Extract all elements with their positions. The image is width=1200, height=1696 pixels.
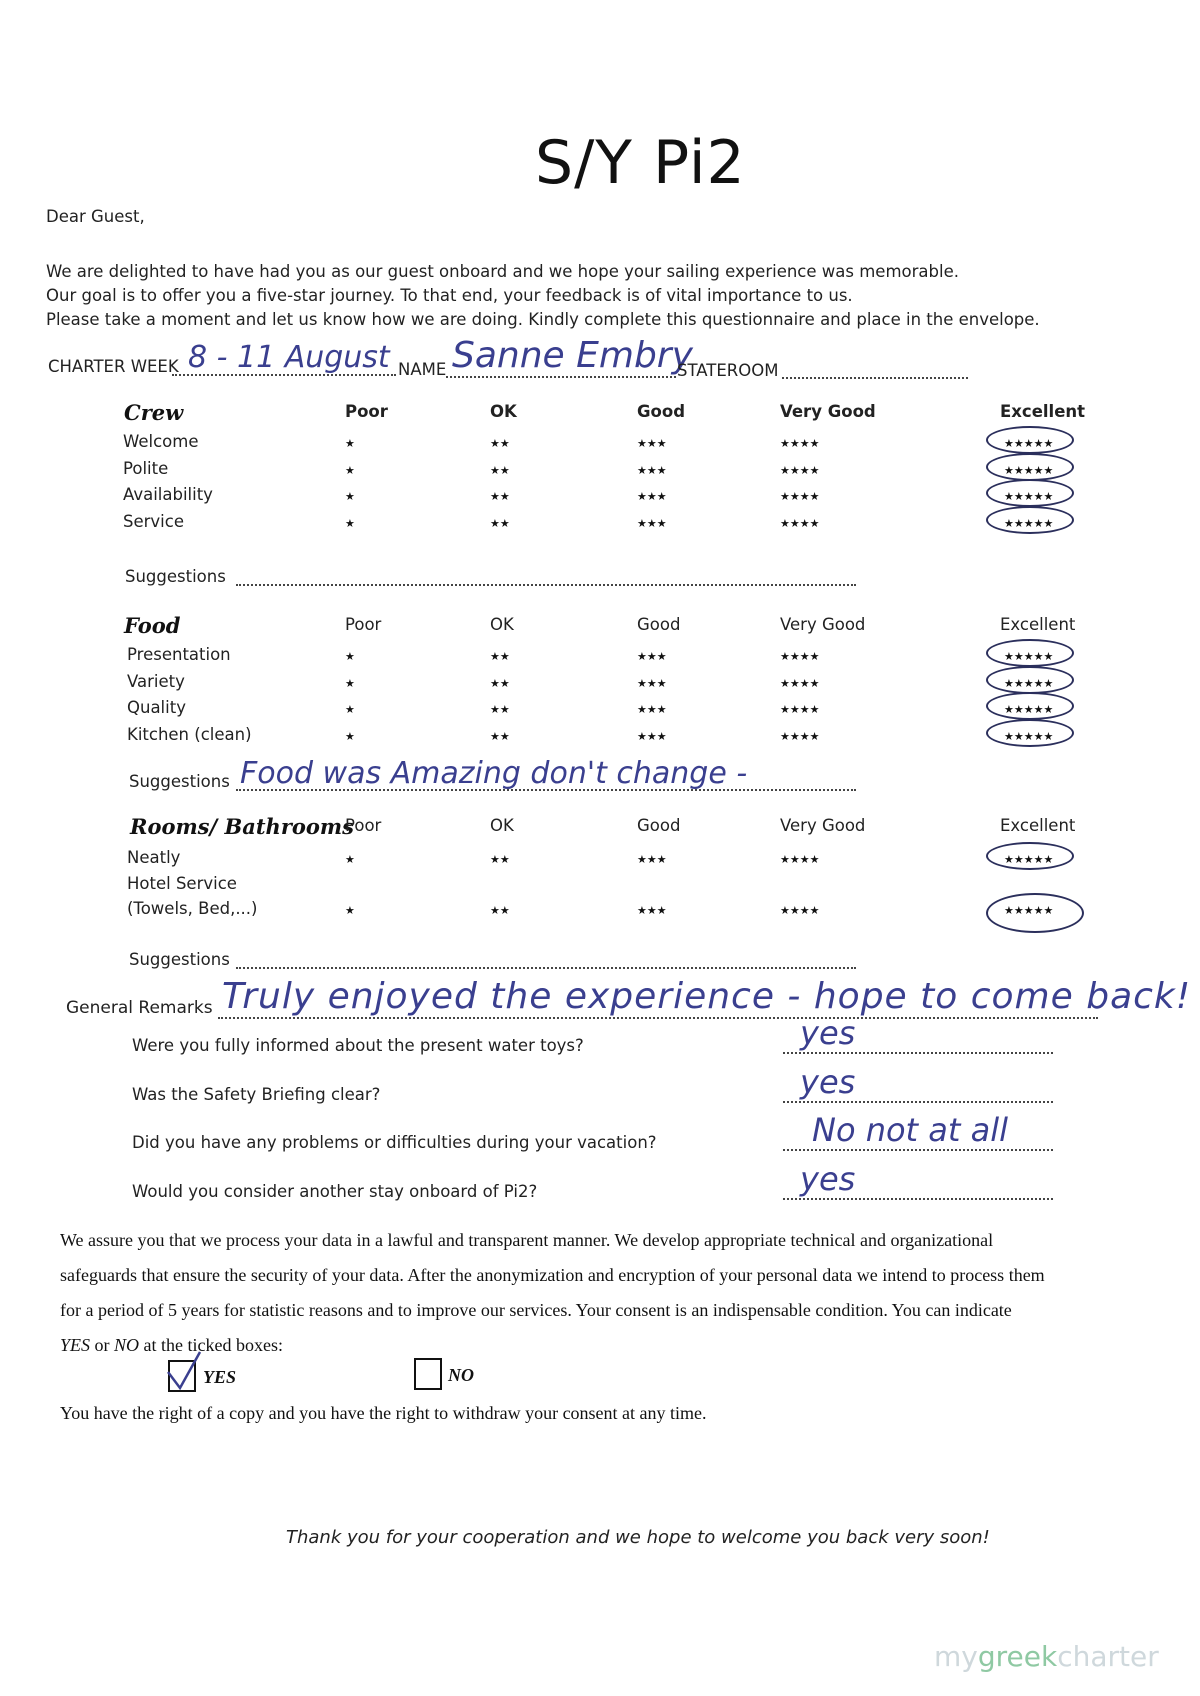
column-header: Good [637, 816, 681, 835]
answer-value[interactable]: yes [800, 1014, 856, 1052]
rating-option[interactable]: ★★ [490, 676, 510, 690]
suggestions-value[interactable]: Food was Amazing don't change - [240, 756, 748, 791]
selected-rating-circle [986, 893, 1084, 933]
column-header: Very Good [780, 615, 866, 634]
privacy-no-inline: NO [114, 1335, 140, 1355]
question-text: Would you consider another stay onboard of Pi2? [132, 1182, 538, 1201]
rating-option[interactable]: ★★★★★ [1004, 676, 1054, 690]
greeting: Dear Guest, [46, 207, 145, 226]
rating-option[interactable]: ★ [345, 853, 355, 866]
column-header: Excellent [1000, 615, 1076, 634]
watermark-prefix: my [934, 1640, 978, 1673]
general-remarks-value[interactable]: Truly enjoyed the experience - hope to come back! [222, 976, 1192, 1017]
page-title: S/Y Pi2 [535, 128, 746, 198]
rating-option[interactable]: ★★★ [637, 853, 667, 866]
rating-option[interactable]: ★★★★ [780, 703, 820, 716]
answer-value[interactable]: yes [800, 1063, 856, 1101]
rating-option[interactable]: ★★★ [637, 904, 667, 917]
column-header: Poor [345, 402, 388, 421]
consent-yes-checkbox[interactable] [168, 1360, 196, 1392]
rating-option[interactable]: ★★★ [637, 703, 667, 716]
footer-thanks: Thank you for your cooperation and we hope to welcome you back very soon! [286, 1527, 990, 1548]
watermark-logo [934, 1640, 1159, 1673]
rating-option[interactable]: ★★★★ [780, 853, 820, 866]
consent-no-label: NO [448, 1365, 474, 1385]
rating-option[interactable]: ★★ [490, 853, 510, 866]
rating-option[interactable]: ★★★★ [780, 437, 820, 450]
rating-row-label: Neatly [127, 848, 181, 867]
rating-row-label: Variety [127, 671, 185, 691]
name-value[interactable]: Sanne Embry [452, 335, 693, 376]
column-header: Good [637, 402, 686, 421]
rating-option[interactable]: ★★ [490, 437, 510, 450]
rating-option[interactable]: ★★★★★ [1004, 463, 1054, 477]
rating-option[interactable]: ★★★ [637, 676, 667, 690]
rating-option[interactable]: ★★★ [637, 650, 667, 663]
privacy-yes-inline: YES [60, 1335, 91, 1355]
rating-option[interactable]: ★★★★★ [1004, 703, 1054, 716]
rating-option[interactable]: ★★ [490, 650, 510, 663]
rating-option[interactable]: ★★★ [637, 729, 667, 743]
selected-rating-circle [986, 842, 1074, 870]
section-title: Rooms/ Bathrooms [130, 814, 354, 839]
rating-option[interactable]: ★ [345, 490, 355, 503]
name-label: NAME [398, 360, 447, 379]
rating-option[interactable]: ★★★★ [780, 650, 820, 663]
rating-option[interactable]: ★★★ [637, 516, 667, 530]
rating-option[interactable]: ★★★★★ [1004, 650, 1054, 663]
rating-option[interactable]: ★★ [490, 703, 510, 716]
rating-option[interactable]: ★★★★★ [1004, 853, 1054, 866]
name-line [446, 376, 676, 378]
question-text: Did you have any problems or difficulties during your vacation? [132, 1133, 657, 1152]
column-header: Very Good [780, 816, 866, 835]
rating-option[interactable]: ★ [345, 650, 355, 663]
rating-row-label: Service [123, 511, 184, 531]
question-text: Was the Safety Briefing clear? [132, 1085, 381, 1104]
rating-option[interactable]: ★★★★★ [1004, 516, 1054, 530]
answer-value[interactable]: yes [800, 1160, 856, 1198]
rating-option[interactable]: ★★★★★ [1004, 490, 1054, 503]
rating-option[interactable]: ★ [345, 463, 355, 477]
privacy-or: or [90, 1335, 115, 1355]
column-header: OK [490, 816, 514, 835]
rating-row-label: Kitchen (clean) [127, 724, 252, 744]
privacy-ticked-text: at the ticked boxes: [139, 1335, 283, 1355]
charter-week-value[interactable]: 8 - 11 August [188, 340, 390, 375]
rating-option[interactable]: ★★★★ [780, 490, 820, 503]
rating-option[interactable]: ★★★★★ [1004, 437, 1054, 450]
answer-line [783, 1101, 1053, 1103]
intro-line-3: Please take a moment and let us know how we are doing. Kindly complete this questionnaire and place in the envelope. [46, 310, 1040, 329]
section-title: Crew [124, 400, 184, 425]
rating-option[interactable]: ★★ [490, 904, 510, 917]
selected-rating-circle [986, 479, 1074, 507]
question-text: Were you fully informed about the present water toys? [132, 1036, 584, 1055]
suggestions-label: Suggestions [125, 567, 226, 586]
general-remarks-line [218, 1017, 1098, 1019]
rating-option[interactable]: ★ [345, 516, 355, 530]
section-title: Food [124, 613, 181, 638]
rating-option[interactable]: ★ [345, 703, 355, 716]
watermark-suffix: charter [1057, 1640, 1159, 1673]
column-header: OK [490, 402, 517, 421]
suggestions-line [236, 584, 856, 586]
rating-option[interactable]: ★★★★ [780, 516, 820, 530]
answer-line [783, 1198, 1053, 1200]
rating-row-label: Polite [123, 458, 169, 478]
privacy-line-1: We assure you that we process your data in a lawful and transparent manner. We develop appropriate technical and organizational [60, 1230, 994, 1250]
rating-option[interactable]: ★ [345, 729, 355, 743]
rating-option[interactable]: ★ [345, 676, 355, 690]
column-header: Excellent [1000, 816, 1076, 835]
rating-option[interactable]: ★★ [490, 516, 510, 530]
answer-value[interactable]: No not at all [812, 1111, 1008, 1149]
rating-option[interactable]: ★★★★★ [1004, 729, 1054, 743]
column-header: OK [490, 615, 514, 634]
rating-option[interactable]: ★★★ [637, 463, 667, 477]
intro-line-2: Our goal is to offer you a five-star journey. To that end, your feedback is of vital importance to us. [46, 286, 853, 305]
rating-row-label: Availability [123, 485, 213, 504]
rating-row-label: (Towels, Bed,...) [127, 899, 258, 918]
privacy-line-3: for a period of 5 years for statistic reasons and to improve our services. Your consent is an indispensable condition. You can indicate [60, 1300, 1012, 1320]
selected-rating-circle [986, 666, 1074, 694]
column-header: Very Good [780, 402, 876, 421]
selected-rating-circle [986, 506, 1074, 534]
general-remarks-label: General Remarks [66, 998, 213, 1018]
consent-no-checkbox[interactable] [414, 1358, 442, 1390]
rating-option[interactable]: ★★ [490, 490, 510, 503]
column-header: Excellent [1000, 402, 1086, 421]
suggestions-line [236, 967, 856, 969]
selected-rating-circle [986, 719, 1074, 747]
rating-option[interactable]: ★ [345, 904, 355, 917]
rating-option[interactable]: ★ [345, 437, 355, 450]
charter-week-label: CHARTER WEEK [48, 357, 179, 376]
rating-row-label: Welcome [123, 432, 199, 451]
rating-option[interactable]: ★★★★ [780, 904, 820, 917]
suggestions-label: Suggestions [129, 950, 230, 969]
rating-option[interactable]: ★★★ [637, 437, 667, 450]
column-header: Poor [345, 816, 382, 835]
privacy-rights: You have the right of a copy and you have the right to withdraw your consent at any time. [60, 1403, 707, 1423]
rating-option[interactable]: ★★ [490, 729, 510, 743]
rating-option[interactable]: ★★★★★ [1004, 904, 1054, 917]
selected-rating-circle [986, 639, 1074, 667]
rating-option[interactable]: ★★★★ [780, 676, 820, 690]
watermark-brand: greek [977, 1640, 1058, 1673]
answer-line [783, 1149, 1053, 1151]
suggestions-label: Suggestions [129, 772, 230, 791]
column-header: Good [637, 615, 681, 634]
selected-rating-circle [986, 426, 1074, 454]
answer-line [783, 1052, 1053, 1054]
stateroom-label: STATEROOM [677, 361, 779, 380]
rating-option[interactable]: ★★ [490, 463, 510, 477]
rating-option[interactable]: ★★★ [637, 490, 667, 503]
selected-rating-circle [986, 453, 1074, 481]
rating-option[interactable]: ★★★★ [780, 729, 820, 743]
rating-option[interactable]: ★★★★ [780, 463, 820, 477]
column-header: Poor [345, 615, 382, 634]
stateroom-line [782, 377, 968, 379]
rating-row-label: Presentation [127, 645, 231, 664]
privacy-line-2: safeguards that ensure the security of your data. After the anonymization and encryption of your personal data we intend to process them [60, 1265, 1045, 1285]
intro-line-1: We are delighted to have had you as our guest onboard and we hope your sailing experience was memorable. [46, 262, 959, 281]
selected-rating-circle [986, 692, 1074, 720]
rating-row-label: Hotel Service [127, 874, 237, 893]
consent-yes-label: YES [203, 1367, 237, 1387]
rating-row-label: Quality [127, 698, 186, 717]
